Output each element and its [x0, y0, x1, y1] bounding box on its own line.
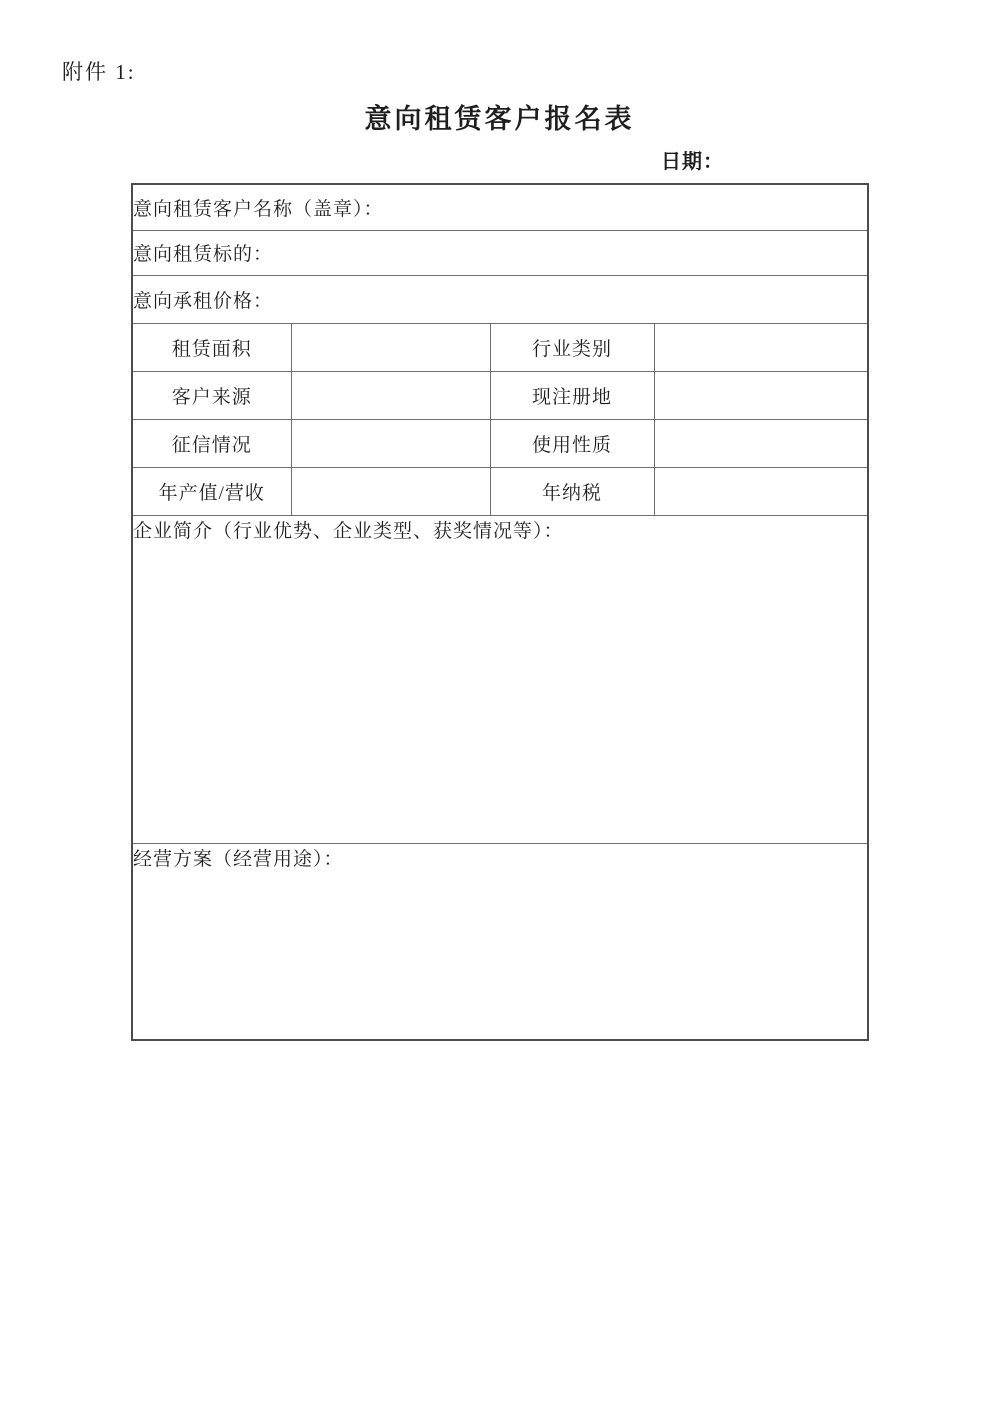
- table-row: [132, 419, 868, 467]
- row-client-name-label: 意向租赁客户名称（盖章）：: [132, 184, 868, 230]
- cell-rental-area-label: 租赁面积: [132, 323, 291, 371]
- table-row: [132, 275, 868, 323]
- cell-registered-location-label: 现注册地: [490, 371, 654, 419]
- cell-annual-tax-value: [654, 467, 868, 515]
- section-company-profile-label: 企业简介（行业优势、企业类型、获奖情况等）：: [132, 515, 868, 843]
- table-row: [132, 467, 868, 515]
- cell-annual-output-label: 年产值/营收: [132, 467, 291, 515]
- attachment-label: 附件 1:: [62, 60, 136, 84]
- cell-registered-location-value: [654, 371, 868, 419]
- table-row: [132, 230, 868, 275]
- date-label: 日期：: [661, 151, 724, 173]
- cell-annual-output-value: [291, 467, 490, 515]
- table-row: [132, 515, 868, 843]
- table-row: [132, 184, 868, 230]
- cell-usage-nature-label: 使用性质: [490, 419, 654, 467]
- page-title: 意向租赁客户报名表: [364, 104, 635, 134]
- cell-industry-category-label: 行业类别: [490, 323, 654, 371]
- cell-annual-tax-label: 年纳税: [490, 467, 654, 515]
- row-lease-subject-label: 意向租赁标的：: [132, 230, 868, 275]
- row-lease-price-label: 意向承租价格：: [132, 275, 868, 323]
- cell-usage-nature-value: [654, 419, 868, 467]
- cell-customer-source-label: 客户来源: [132, 371, 291, 419]
- registration-form-table: [131, 183, 869, 1041]
- cell-rental-area-value: [291, 323, 490, 371]
- cell-industry-category-value: [654, 323, 868, 371]
- table-row: [132, 843, 868, 1040]
- table-row: [132, 323, 868, 371]
- cell-credit-status-value: [291, 419, 490, 467]
- section-business-plan-label: 经营方案（经营用途）：: [132, 843, 868, 1040]
- cell-customer-source-value: [291, 371, 490, 419]
- table-row: [132, 371, 868, 419]
- cell-credit-status-label: 征信情况: [132, 419, 291, 467]
